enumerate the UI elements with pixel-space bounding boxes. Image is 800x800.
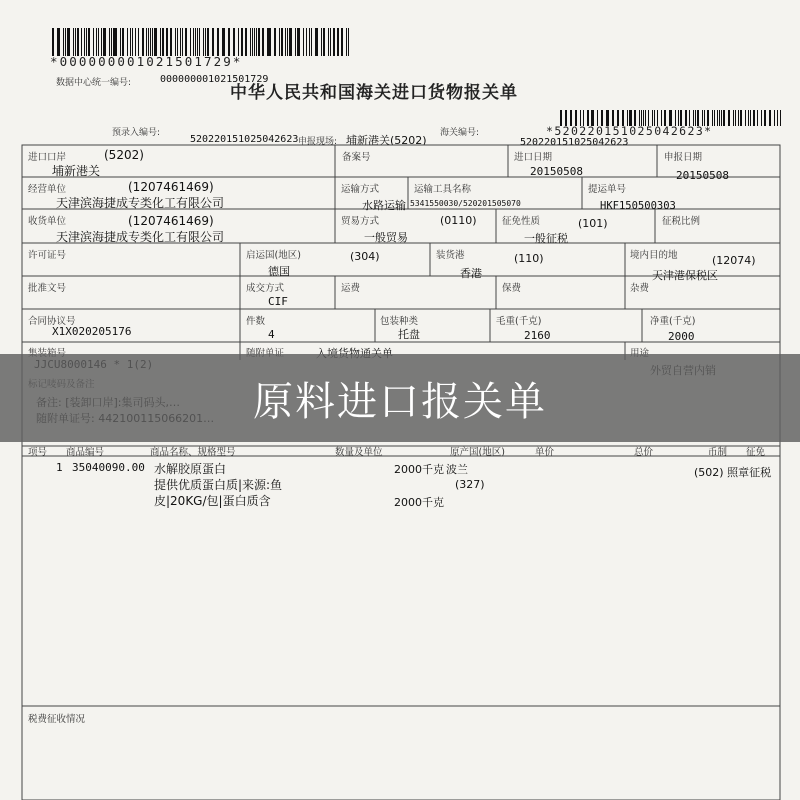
pre-entry-value: 520220151025042623 bbox=[190, 134, 299, 145]
approval-no-label: 批准文号 bbox=[28, 283, 67, 294]
goods-origin-code: (327) bbox=[455, 478, 485, 491]
net-weight-value: 2000 bbox=[668, 330, 695, 343]
origin-country-label: 启运国(地区) bbox=[246, 250, 301, 261]
customs-no-value: 520220151025042623 bbox=[520, 137, 629, 148]
misc-fee-label: 杂费 bbox=[630, 283, 650, 294]
goods-header-currency: 币制 bbox=[708, 447, 728, 458]
record-no-label: 备案号 bbox=[342, 152, 371, 163]
declare-site-value: 埔新港关(5202) bbox=[346, 134, 427, 147]
bill-no-label: 提运单号 bbox=[588, 184, 627, 195]
origin-country-code: (304) bbox=[350, 250, 380, 263]
deal-mode-label: 成交方式 bbox=[246, 283, 285, 294]
operator-code: (1207461469) bbox=[128, 180, 214, 194]
net-weight-label: 净重(千克) bbox=[650, 316, 696, 327]
goods-header-origin: 原产国(地区) bbox=[450, 447, 505, 458]
goods-header-code: 商品编号 bbox=[66, 447, 105, 458]
title-banner bbox=[0, 354, 800, 442]
customs-no-label: 海关编号: bbox=[440, 128, 480, 138]
gross-weight-label: 毛重(千克) bbox=[496, 316, 542, 327]
pieces-label: 件数 bbox=[246, 316, 266, 327]
gross-weight-value: 2160 bbox=[524, 329, 551, 342]
license-no-label: 许可证号 bbox=[28, 250, 67, 261]
destination-label: 境内目的地 bbox=[630, 250, 678, 261]
document-title: 中华人民共和国海关进口货物报关单 bbox=[230, 83, 518, 103]
right-barcode-text: *520220151025042623* bbox=[546, 124, 713, 138]
goods-currency-levy: (502) 照章征税 bbox=[694, 466, 772, 479]
banner-text: 原料进口报关单 bbox=[253, 378, 547, 425]
import-port-label: 进口口岸 bbox=[28, 152, 67, 163]
contract-no-label: 合同协议号 bbox=[28, 316, 76, 327]
deal-mode-value: CIF bbox=[268, 295, 288, 308]
consignee-value: 天津滨海捷成专类化工有限公司 bbox=[56, 230, 225, 244]
destination-code: (12074) bbox=[712, 254, 756, 267]
pre-entry-label: 预录入编号: bbox=[112, 128, 161, 138]
trade-mode-value: 一般贸易 bbox=[364, 231, 408, 244]
trade-mode-code: (0110) bbox=[440, 214, 477, 227]
goods-name: 水解胶原蛋白 bbox=[154, 462, 227, 476]
package-value: 托盘 bbox=[398, 328, 420, 341]
import-date-value: 20150508 bbox=[530, 165, 583, 178]
loading-port-label: 装货港 bbox=[436, 250, 465, 261]
contract-no-value: X1X020205176 bbox=[52, 325, 132, 338]
loading-port-code: (110) bbox=[514, 252, 544, 265]
tax-section-label: 税费征收情况 bbox=[28, 714, 86, 725]
goods-header-total: 总价 bbox=[634, 447, 654, 458]
bill-no-value: HKF150500303 bbox=[600, 200, 676, 212]
transport-mode-value: 水路运输 bbox=[362, 199, 406, 212]
data-center-label: 数据中心统一编号: bbox=[56, 78, 132, 88]
goods-qty1: 2000千克 bbox=[394, 463, 444, 476]
trade-mode-label: 贸易方式 bbox=[341, 216, 380, 227]
declare-date-label: 申报日期 bbox=[664, 152, 703, 163]
consignee-label: 收货单位 bbox=[28, 216, 67, 227]
top-barcode-text: *000000001021501729* bbox=[50, 54, 243, 69]
transport-name-label: 运输工具名称 bbox=[414, 184, 472, 195]
goods-header-price: 单价 bbox=[535, 447, 555, 458]
goods-header-name: 商品名称、规格型号 bbox=[150, 447, 236, 458]
declare-site-label: 申报现场: bbox=[298, 137, 338, 147]
levy-nature-code: (101) bbox=[578, 217, 608, 230]
loading-port-value: 香港 bbox=[460, 267, 482, 280]
import-port-code: (5202) bbox=[104, 148, 144, 162]
operator-value: 天津滨海捷成专类化工有限公司 bbox=[56, 196, 225, 210]
insurance-label: 保费 bbox=[502, 283, 522, 294]
levy-ratio-label: 征税比例 bbox=[662, 216, 701, 227]
origin-country-value: 德国 bbox=[268, 265, 290, 278]
goods-spec1: 提供优质蛋白质|来源:鱼 bbox=[154, 478, 283, 492]
goods-code: 35040090.00 bbox=[72, 461, 145, 474]
import-date-label: 进口日期 bbox=[514, 152, 553, 163]
goods-header-levy: 征免 bbox=[746, 447, 766, 458]
import-port-value: 埔新港关 bbox=[52, 164, 101, 178]
package-label: 包装种类 bbox=[380, 316, 419, 327]
goods-header-no: 项号 bbox=[28, 447, 48, 458]
levy-nature-value: 一般征税 bbox=[524, 232, 568, 245]
transport-name-value: 5341550030/520201505070 bbox=[410, 199, 521, 208]
data-center-value: 000000001021501729 bbox=[160, 74, 269, 85]
transport-mode-label: 运输方式 bbox=[341, 184, 380, 195]
consignee-code: (1207461469) bbox=[128, 214, 214, 228]
declare-date-value: 20150508 bbox=[676, 169, 729, 182]
operator-label: 经营单位 bbox=[28, 184, 67, 195]
goods-spec2: 皮|20KG/包|蛋白质含 bbox=[154, 494, 271, 508]
destination-value: 天津港保税区 bbox=[652, 269, 718, 282]
pieces-value: 4 bbox=[268, 328, 275, 341]
goods-origin: 波兰 bbox=[446, 463, 468, 476]
levy-nature-label: 征免性质 bbox=[502, 216, 541, 227]
goods-header-qty: 数量及单位 bbox=[335, 447, 383, 458]
goods-no: 1 bbox=[56, 461, 63, 474]
freight-label: 运费 bbox=[341, 283, 361, 294]
goods-qty2: 2000千克 bbox=[394, 496, 444, 509]
